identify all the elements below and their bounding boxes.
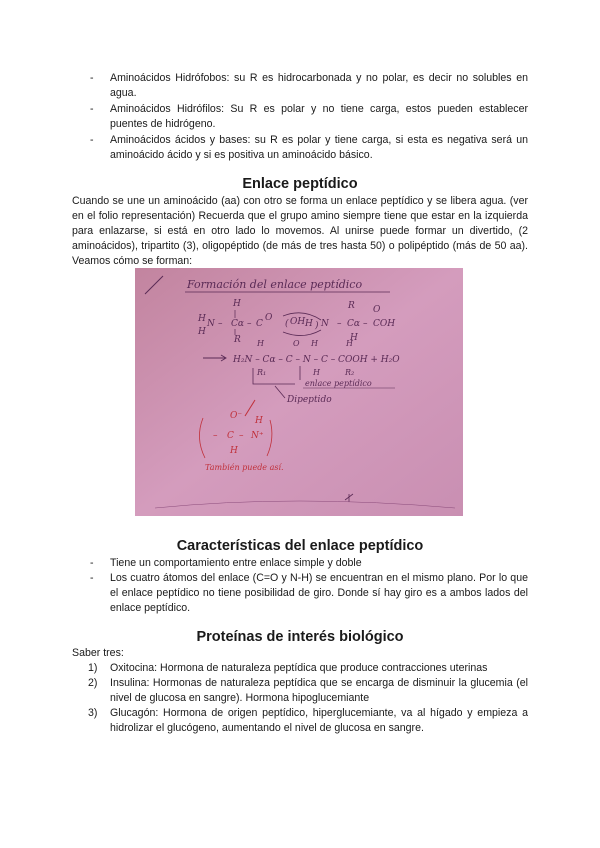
svg-text:H: H xyxy=(313,368,320,377)
svg-text:C: C xyxy=(256,319,263,329)
characteristics-list xyxy=(72,556,528,616)
svg-text:OH: OH xyxy=(290,317,306,327)
svg-text:–: – xyxy=(247,319,252,329)
list-item: - Tiene un comportamiento entre enlace simple y doble xyxy=(72,556,528,571)
svg-text:H: H xyxy=(233,299,241,309)
list-item xyxy=(72,706,528,736)
svg-text:O: O xyxy=(265,313,273,323)
resonance-note: También puede así. xyxy=(205,463,284,472)
svg-text:H: H xyxy=(198,327,206,337)
section-title-enlace-peptidico: Enlace peptídico xyxy=(242,176,358,192)
list-item: - Los cuatro átomos del enlace (C=O y N-H) se encuentran en el mismo plano. Por lo que el enlace peptídico no tiene posibilidad de giro. Donde sí hay giro es a ambos lados del enlace peptídico. xyxy=(72,571,528,616)
figure-heading: Formación del enlace peptídico xyxy=(187,278,363,291)
list-item: - Aminoácidos Hidrófobos: su R es hidrocarbonada y no polar, es decir no solubles en agua. xyxy=(72,71,528,101)
svg-text:(: ( xyxy=(285,319,289,329)
list-item xyxy=(72,661,528,676)
svg-text:N: N xyxy=(321,319,329,329)
svg-text:O: O xyxy=(293,339,300,348)
svg-text:–: – xyxy=(337,319,342,329)
reaction-product: H₂N – Cα – C – N – C – COOH + H₂O xyxy=(233,355,400,365)
svg-text:N⁺: N⁺ xyxy=(251,431,264,441)
svg-text:H: H xyxy=(255,416,263,426)
list-item xyxy=(72,676,528,706)
svg-text:R₁: R₁ xyxy=(257,368,267,377)
proteins-list xyxy=(72,661,528,736)
item-number: 3) xyxy=(88,707,98,719)
svg-text:COH: COH xyxy=(373,319,396,329)
svg-text:R₂: R₂ xyxy=(345,368,355,377)
list-item: - Aminoácidos ácidos y bases: su R es polar y tiene carga, si esta es negativa será un aminoácido ácido y si es positiva un aminoácido básico. xyxy=(72,133,528,163)
svg-text:H: H xyxy=(198,314,206,324)
item-number: 2) xyxy=(88,677,98,689)
peptide-bond-photo xyxy=(135,268,463,516)
svg-text:–: – xyxy=(213,431,218,441)
svg-text:Cα: Cα xyxy=(231,319,244,329)
amino-acid-types-list xyxy=(72,71,528,164)
svg-text:H: H xyxy=(350,333,358,343)
svg-text:Cα: Cα xyxy=(347,319,360,329)
bond-label: enlace peptídico xyxy=(305,379,372,388)
enlace-peptidico-paragraph: Cuando se une un aminoácido (aa) con otro se forma un enlace peptídico y se libera agua. (ver en el folio representación) Recuerda que el grupo amino siempre tiene que estar en la izquierda para enlazarse, si está en otro lado lo movemos. Al unirse puede formar un divertido, (2 aminoácidos), tripartito (3), oligopéptido (de más de tres hasta 50) o polipéptido (más de 50 aa). Veamos cómo se forman: xyxy=(72,195,528,267)
svg-text:–: – xyxy=(239,431,244,441)
svg-text:–: – xyxy=(218,319,223,329)
svg-text:R: R xyxy=(348,301,355,311)
section-title-caracteristicas: Características del enlace peptídico xyxy=(176,538,424,554)
svg-text:N: N xyxy=(207,319,215,329)
svg-text:O: O xyxy=(373,305,381,315)
svg-text:–: – xyxy=(363,319,368,329)
dipeptide-label: Dipeptido xyxy=(287,395,332,405)
item-text: Glucagón: Hormona de origen peptídico, hiperglucemiante, va al hígado y empieza a hidrolizar el glucógeno, aumentando el nivel de glucosa en sangre. xyxy=(110,707,528,734)
svg-text:H: H xyxy=(305,319,313,329)
svg-text:): ) xyxy=(315,321,319,331)
svg-text:O⁻: O⁻ xyxy=(230,411,243,421)
svg-text:H: H xyxy=(311,339,318,348)
list-item: - Aminoácidos Hidrófilos: Su R es polar y no tiene carga, estos pueden establecer puentes de hidrógeno. xyxy=(72,102,528,132)
item-text: Oxitocina: Hormona de naturaleza peptídica que produce contracciones uterinas xyxy=(110,662,488,674)
proteins-intro: Saber tres: xyxy=(72,647,124,659)
svg-text:C: C xyxy=(227,431,234,441)
svg-text:R: R xyxy=(234,335,241,345)
handwritten-diagram xyxy=(135,268,463,516)
svg-text:H: H xyxy=(230,446,238,456)
item-number: 1) xyxy=(88,662,98,674)
section-title-proteinas: Proteínas de interés biológico xyxy=(196,629,404,645)
svg-text:H: H xyxy=(257,339,264,348)
item-text: Insulina: Hormonas de naturaleza peptídica que se encarga de disminuir la glucemia (el nivel de glucosa en sangre). Hormona hipoglucemiante xyxy=(110,677,528,704)
svg-text:H: H xyxy=(346,339,353,348)
